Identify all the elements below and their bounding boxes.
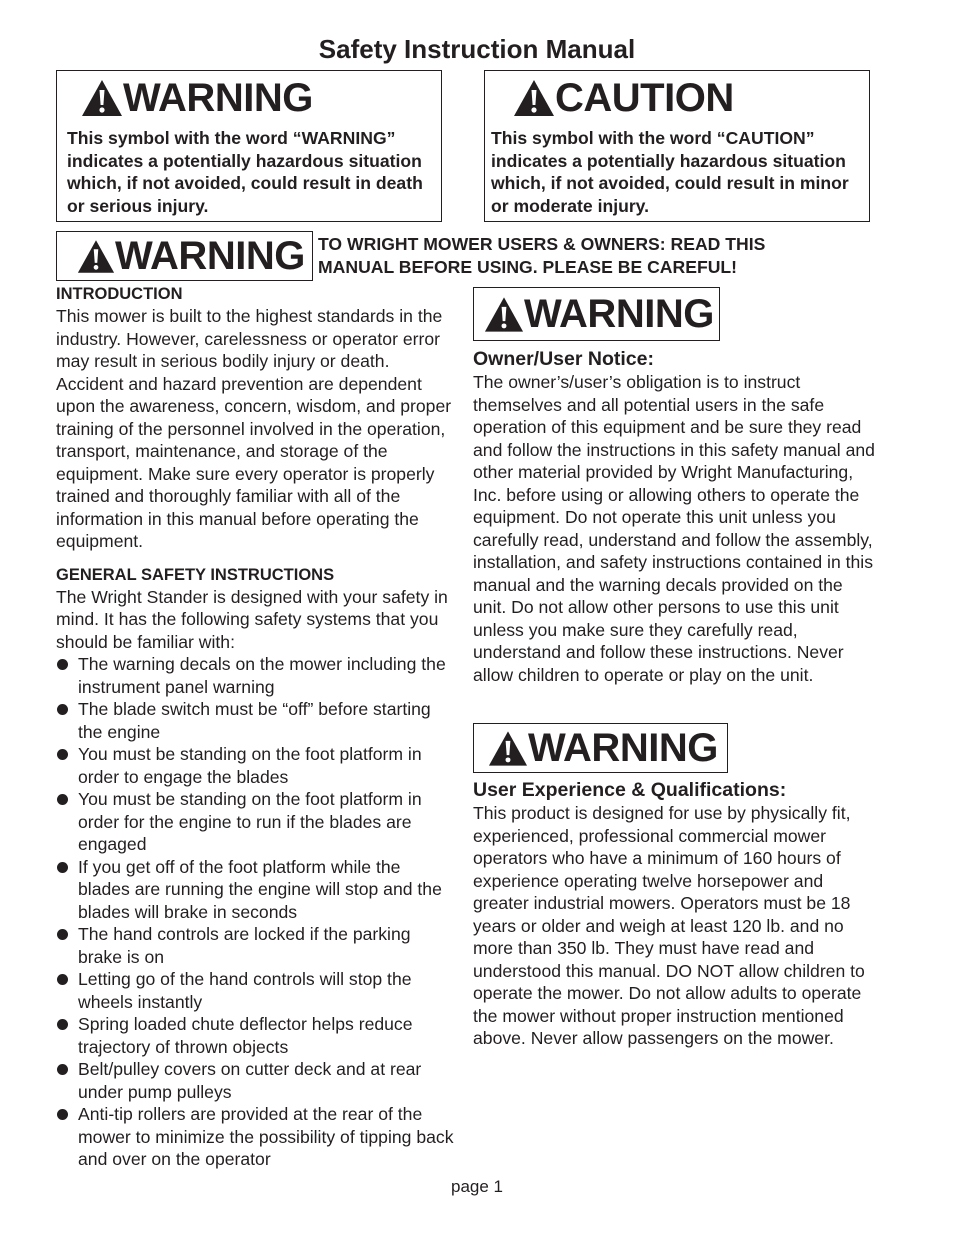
owner-notice-warning-sign: [473, 287, 720, 341]
owner-notice-heading: Owner/User Notice:: [473, 348, 654, 370]
user-experience-text: This product is designed for use by physically fit, experienced, professional commercial mower operators who have a minimum of 160 hours of experience operating twelve horsepower and greater industrial mowers. Operators must be 18 years or older and weigh at least 120 lb. and no more than 350 lb. They must have read and understood this manual. DO NOT allow children to operate the mower. Do not allow adults to operate the mower without proper instruction mentioned above. Never allow passengers on the mower.: [473, 803, 865, 1048]
left-column: [56, 284, 456, 1171]
list-item: If you get off of the foot platform while the blades are running the engine will stop and the blades will brake in seconds: [56, 856, 456, 924]
owner-notice-sign-label: WARNING: [524, 291, 714, 336]
warning-definition-text: This symbol with the word “WARNING” indicates a potentially hazardous situation which, if not avoided, could result in death or serious injury.: [67, 128, 423, 216]
warning-sign: [81, 75, 431, 121]
banner-heading: WARNING: [115, 233, 305, 278]
banner-warning-sign: [56, 231, 313, 281]
introduction-heading: INTRODUCTION: [56, 285, 183, 303]
page-number: page 1: [451, 1177, 503, 1196]
caution-sign: [513, 75, 859, 121]
list-item: Spring loaded chute deflector helps reduce trajectory of thrown objects: [56, 1013, 456, 1058]
list-item: The warning decals on the mower including the instrument panel warning: [56, 653, 456, 698]
warning-triangle-icon: [81, 79, 123, 117]
warning-heading: WARNING: [123, 75, 313, 120]
warning-definition-box: [56, 70, 442, 222]
user-experience-warning-sign: [473, 723, 728, 773]
user-experience-section: [473, 778, 875, 1050]
owner-notice-section: [473, 347, 875, 686]
warning-triangle-icon: [484, 296, 524, 333]
list-item: Letting go of the hand controls will stop the wheels instantly: [56, 968, 456, 1013]
general-safety-text: The Wright Stander is designed with your safety in mind. It has the following safety systems that you should be familiar with:: [56, 586, 448, 652]
list-item: You must be standing on the foot platform in order to engage the blades: [56, 743, 456, 788]
owner-notice-text: The owner’s/user’s obligation is to instruct themselves and all potential users in the safe operation of this equipment and be sure they read and follow the instructions in this safety manual and other material provided by Wright Manufacturing, Inc. before using or allowing others to operate the equipment. Do not operate this unit unless you carefully read, understand and follow the assembly, installation, and safety instructions contained in this manual and the warning decals provided on the unit. Do not allow other persons to use this unit unless you make sure they carefully read, understand and follow these instructions. Never allow children to operate or play on the unit.: [473, 372, 875, 685]
warning-triangle-icon: [488, 730, 528, 767]
user-experience-sign-label: WARNING: [528, 725, 718, 770]
list-item: The hand controls are locked if the parking brake is on: [56, 923, 456, 968]
caution-definition-box: [484, 70, 870, 222]
user-experience-heading: User Experience & Qualifications:: [473, 779, 787, 801]
list-item: Belt/pulley covers on cutter deck and at rear under pump pulleys: [56, 1058, 456, 1103]
general-safety-heading: GENERAL SAFETY INSTRUCTIONS: [56, 565, 335, 584]
caution-heading: CAUTION: [555, 75, 734, 120]
introduction-text: This mower is built to the highest standards in the industry. However, carelessness or operator error may result in serious bodily injury or death. Accident and hazard prevention are dependent upon the awareness, concern, wisdom, and proper training of the personnel involved in the operation, transport, maintenance, and storage of the equipment. Make sure every operator is properly trained and thoroughly familiar with all of the information in this manual before operating the equipment.: [56, 306, 452, 551]
list-item: You must be standing on the foot platform in order for the engine to run if the blades are engaged: [56, 788, 456, 856]
page-title: Safety Instruction Manual: [318, 34, 636, 64]
list-item: The blade switch must be “off” before starting the engine: [56, 698, 456, 743]
safety-systems-list: [56, 653, 456, 1171]
list-item: Anti-tip rollers are provided at the rear of the mower to minimize the possibility of tipping back and over on the operator: [56, 1103, 456, 1171]
banner-text: TO WRIGHT MOWER USERS & OWNERS: READ THIS MANUAL BEFORE USING. PLEASE BE CAREFUL!: [318, 234, 766, 277]
warning-triangle-icon: [77, 239, 115, 274]
warning-triangle-icon: [513, 79, 555, 117]
caution-definition-text: This symbol with the word “CAUTION” indicates a potentially hazardous situation which, if not avoided, could result in minor or moderate injury.: [491, 128, 849, 216]
